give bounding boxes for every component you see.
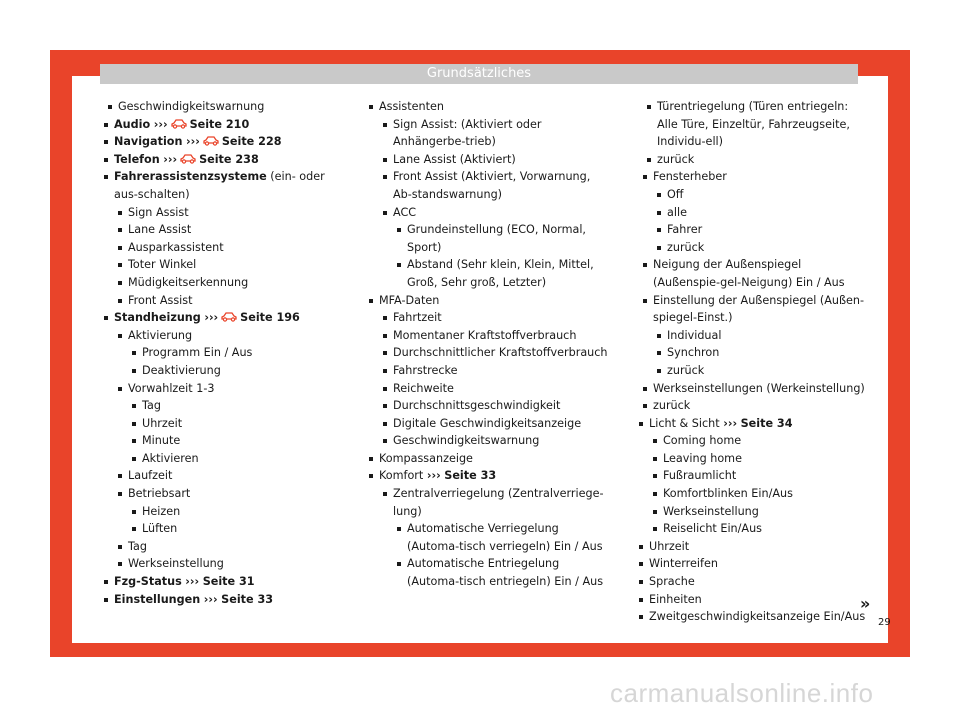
list-item-audio bbox=[104, 116, 336, 134]
reference-arrow: ››› bbox=[186, 135, 200, 149]
list-item: Fahrtzeit bbox=[383, 309, 609, 327]
reference-arrow: ››› bbox=[204, 311, 219, 325]
list-item: zurück bbox=[643, 397, 871, 415]
section-header: Grundsätzliches bbox=[100, 64, 858, 84]
item-label: Einstellungen bbox=[114, 592, 201, 606]
item-label: Standheizung bbox=[114, 311, 201, 325]
item-text: Komfort bbox=[379, 469, 424, 483]
item-text: Einstellung der Außenspiegel (Außen-spiegel-Einst.) bbox=[653, 293, 865, 325]
list-item: Türentriegelung (Türen entriegeln: Alle Türe, Einzeltür, Fahrzeugseite, Individu-ell) bbox=[647, 98, 871, 151]
list-item: Toter Winkel bbox=[118, 256, 336, 274]
list-item: Fahrer bbox=[657, 221, 871, 239]
list-item-komfort bbox=[369, 467, 609, 590]
list-item: Coming home bbox=[653, 432, 871, 450]
list-item: Fahrstrecke bbox=[383, 362, 609, 380]
list-item: Digitale Geschwindigkeitsanzeige bbox=[383, 415, 609, 433]
list-item: zurück bbox=[647, 151, 871, 169]
item-text: ACC bbox=[393, 205, 417, 219]
list-item: Momentaner Kraftstoffverbrauch bbox=[383, 327, 609, 345]
list-item bbox=[118, 485, 336, 538]
list-item: Abstand (Sehr klein, Klein, Mittel, Groß, Sehr groß, Letzter) bbox=[397, 256, 609, 291]
list-item: Durchschnittlicher Kraftstoffverbrauch bbox=[383, 344, 609, 362]
item-label: Telefon bbox=[114, 152, 160, 166]
page-reference-link[interactable]: Seite 33 bbox=[221, 592, 274, 606]
page-reference-link[interactable]: Seite 196 bbox=[240, 311, 300, 325]
reference-arrow: ››› bbox=[163, 152, 178, 166]
list-item: Synchron bbox=[657, 344, 871, 362]
item-text: MFA-Daten bbox=[379, 293, 440, 307]
list-item-licht-sicht bbox=[639, 415, 871, 538]
list-item: Werkseinstellungen (Werkeinstellung) bbox=[643, 380, 871, 398]
page-number: 29 bbox=[878, 617, 891, 628]
reference-arrow: ››› bbox=[426, 469, 441, 483]
reference-arrow: ››› bbox=[723, 416, 738, 430]
list-item: Lane Assist bbox=[118, 221, 336, 239]
item-label: Navigation bbox=[114, 135, 183, 149]
list-item: Müdigkeitserkennung bbox=[118, 274, 336, 292]
list-item: zurück bbox=[657, 362, 871, 380]
list-item: Grundeinstellung (ECO, Normal, Sport) bbox=[397, 221, 609, 256]
watermark: carmanualsonline.info bbox=[610, 678, 874, 708]
list-item bbox=[643, 98, 871, 168]
list-item: Off bbox=[657, 186, 871, 204]
reference-arrow: ››› bbox=[185, 575, 200, 589]
list-item bbox=[383, 204, 609, 292]
item-text: Aktivierung bbox=[128, 328, 193, 342]
item-text: Licht & Sicht bbox=[649, 416, 720, 430]
item-text: Vorwahlzeit 1-3 bbox=[128, 381, 215, 395]
column-2 bbox=[369, 98, 609, 591]
list-item: alle bbox=[657, 204, 871, 222]
list-item: Komfortblinken Ein/Aus bbox=[653, 485, 871, 503]
list-item: Lane Assist (Aktiviert) bbox=[383, 151, 609, 169]
list-item-fzg-status bbox=[104, 573, 336, 591]
list-item: Zweitgeschwindigkeitsanzeige Ein/Aus bbox=[639, 608, 871, 626]
list-item-telefon bbox=[104, 151, 336, 169]
page-reference-link[interactable]: Seite 210 bbox=[189, 117, 250, 131]
list-item: Front Assist bbox=[118, 292, 336, 310]
list-item: Sign Assist: (Aktiviert oder Anhängerbe-trieb) bbox=[383, 116, 609, 151]
list-item-fensterheber bbox=[643, 168, 871, 256]
column-1 bbox=[104, 98, 336, 608]
item-text: Zentralverriegelung (Zentralverriege-lung) bbox=[393, 487, 604, 518]
list-item: Aktivieren bbox=[132, 450, 336, 468]
car-icon bbox=[170, 118, 188, 129]
list-item-standheizung bbox=[104, 309, 336, 573]
list-item: Heizen bbox=[132, 503, 336, 521]
list-item bbox=[639, 98, 871, 415]
list-item: Winterreifen bbox=[639, 555, 871, 573]
list-item: Neigung der Außenspiegel (Außenspie-gel-Neigung) Ein / Aus bbox=[643, 256, 871, 291]
list-item: Sprache bbox=[639, 573, 871, 591]
list-item: Sign Assist bbox=[118, 204, 336, 222]
list-item: Tag bbox=[132, 397, 336, 415]
list-item-mfa-daten bbox=[369, 292, 609, 450]
page-reference-link[interactable]: Seite 228 bbox=[221, 135, 282, 149]
page-reference-link[interactable]: Seite 238 bbox=[199, 152, 259, 166]
list-item: Laufzeit bbox=[118, 467, 336, 485]
column-3 bbox=[639, 98, 871, 626]
page-reference-link[interactable]: Seite 31 bbox=[202, 575, 255, 589]
list-item: Geschwindigkeitswarnung bbox=[108, 98, 336, 116]
list-item: Individual bbox=[657, 327, 871, 345]
list-item: Werkseinstellung bbox=[653, 503, 871, 521]
list-item: Uhrzeit bbox=[132, 415, 336, 433]
item-text: Fensterheber bbox=[653, 170, 727, 184]
list-item: Werkseinstellung bbox=[118, 555, 336, 573]
car-icon bbox=[202, 135, 220, 146]
list-item-fahrerassistenz bbox=[104, 168, 336, 309]
list-item bbox=[118, 327, 336, 380]
list-item bbox=[118, 380, 336, 468]
item-text: Assistenten bbox=[379, 100, 444, 113]
list-item: Tag bbox=[118, 538, 336, 556]
item-label: Fzg-Status bbox=[114, 575, 182, 589]
list-item: Einheiten bbox=[639, 591, 871, 609]
list-item: Durchschnittsgeschwindigkeit bbox=[383, 397, 609, 415]
list-item: Automatische Verriegelung (Automa-tisch verriegeln) Ein / Aus bbox=[397, 520, 609, 555]
list-item: Programm Ein / Aus bbox=[132, 344, 336, 362]
car-icon bbox=[220, 311, 238, 322]
list-item-kompass: Kompassanzeige bbox=[369, 450, 609, 468]
list-item: Reiselicht Ein/Aus bbox=[653, 520, 871, 538]
list-item bbox=[104, 98, 336, 116]
item-label: Fahrerassistenzsysteme bbox=[114, 170, 267, 184]
continue-arrow-icon: » bbox=[860, 594, 871, 613]
list-item: Leaving home bbox=[653, 450, 871, 468]
list-item: Ausparkassistent bbox=[118, 239, 336, 257]
list-item-einstellungen bbox=[104, 591, 336, 609]
car-icon bbox=[179, 153, 197, 164]
item-label: Audio bbox=[114, 117, 151, 131]
list-item: zurück bbox=[657, 239, 871, 257]
page-reference-link[interactable]: Seite 34 bbox=[740, 416, 793, 430]
list-item-assistenten bbox=[369, 98, 609, 292]
list-item: Reichweite bbox=[383, 380, 609, 398]
list-item-navigation bbox=[104, 133, 336, 151]
list-item: Lüften bbox=[132, 520, 336, 538]
list-item: Deaktivierung bbox=[132, 362, 336, 380]
list-item: Geschwindigkeitswarnung bbox=[383, 432, 609, 450]
reference-arrow: ››› bbox=[153, 117, 168, 131]
item-text: (ein- oder aus-schalten) bbox=[114, 170, 325, 201]
list-item: Minute bbox=[132, 432, 336, 450]
list-item bbox=[643, 292, 871, 380]
list-item: Uhrzeit bbox=[639, 538, 871, 556]
item-text: Betriebsart bbox=[128, 487, 191, 501]
list-item: Front Assist (Aktiviert, Vorwarnung, Ab-standswarnung) bbox=[383, 168, 609, 203]
list-item bbox=[383, 485, 609, 591]
list-item: Fußraumlicht bbox=[653, 467, 871, 485]
reference-arrow: ››› bbox=[203, 592, 218, 606]
page-reference-link[interactable]: Seite 33 bbox=[444, 469, 497, 483]
list-item: Automatische Entriegelung (Automa-tisch entriegeln) Ein / Aus bbox=[397, 555, 609, 590]
